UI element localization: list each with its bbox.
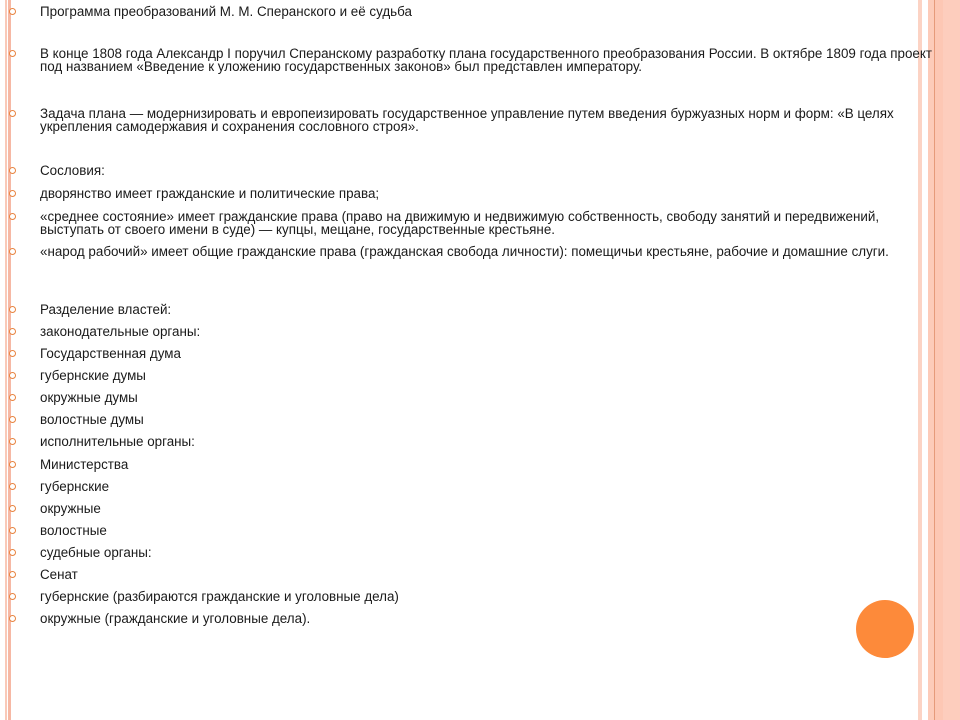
list-item — [40, 612, 938, 625]
bullet-icon — [9, 50, 16, 57]
list-item — [40, 210, 938, 236]
list-item — [40, 325, 938, 338]
bullet-icon — [9, 190, 16, 197]
list-item — [40, 480, 938, 493]
left-decorative-stripe-accent — [8, 0, 11, 720]
bullet-icon — [9, 394, 16, 401]
bullet-icon — [9, 213, 16, 220]
bullet-icon — [9, 306, 16, 313]
bullet-icon — [9, 549, 16, 556]
list-item — [40, 458, 938, 471]
list-item — [40, 245, 938, 258]
bullet-icon — [9, 416, 16, 423]
list-item-text: В конце 1808 года Александр I поручил Сперанскому разработку плана государственного преобразования России. В октябре 1809 года проект под названием «Введение к уложению государственных законов» был представлен императору. — [40, 46, 933, 74]
list-item — [40, 502, 938, 515]
list-item-text: Сенат — [40, 567, 78, 582]
bullet-icon — [9, 483, 16, 490]
bullet-icon — [9, 461, 16, 468]
list-item-text: судебные органы: — [40, 545, 152, 560]
bullet-icon — [9, 350, 16, 357]
list-item — [40, 568, 938, 581]
bullet-icon — [9, 527, 16, 534]
list-item-text: окружные думы — [40, 390, 138, 405]
list-item — [40, 347, 938, 360]
list-item-text: исполнительные органы: — [40, 434, 195, 449]
bullet-icon — [9, 8, 16, 15]
list-item — [40, 524, 938, 537]
list-item-text: волостные думы — [40, 412, 144, 427]
bullet-icon — [9, 571, 16, 578]
list-item-text: губернские (разбираются гражданские и уголовные дела) — [40, 589, 399, 604]
bullet-icon — [9, 505, 16, 512]
list-item — [40, 391, 938, 404]
list-item-text: Министерства — [40, 457, 129, 472]
list-item — [40, 546, 938, 559]
list-item — [40, 164, 938, 177]
list-item-text: «среднее состояние» имеет гражданские права (право на движимую и недвижимую собственность, свободу занятий и передвижений, выступать от своего имени в суде) — купцы, мещане, государственные крестьяне. — [40, 209, 880, 237]
list-item — [40, 5, 938, 18]
list-item-text: губернские думы — [40, 368, 146, 383]
bullet-icon — [9, 248, 16, 255]
bullet-icon — [9, 615, 16, 622]
bullet-icon — [9, 593, 16, 600]
list-item — [40, 590, 938, 603]
list-item-text: законодательные органы: — [40, 324, 201, 339]
list-item-text: губернские — [40, 479, 110, 494]
bullet-icon — [9, 438, 16, 445]
decorative-orange-circle — [856, 600, 914, 658]
list-item-text: дворянство имеет гражданские и политические права; — [40, 186, 380, 201]
left-decorative-stripe — [5, 0, 7, 720]
slide-title-item: Программа преобразований М. М. Сперанского и её судьба — [40, 4, 412, 19]
bullet-icon — [9, 328, 16, 335]
list-item — [40, 107, 938, 133]
list-item-text: Разделение властей: — [40, 302, 172, 317]
list-item-text: Сословия: — [40, 163, 105, 178]
list-item — [40, 303, 938, 316]
bullet-icon — [9, 372, 16, 379]
list-item — [40, 435, 938, 448]
list-item-text: «народ рабочий» имеет общие гражданские права (гражданская свобода личности): помещичьи крестьяне, рабочие и домашние слуги. — [40, 244, 889, 259]
list-item-text: волостные — [40, 523, 107, 538]
list-item-text: Государственная дума — [40, 346, 181, 361]
bullet-icon — [9, 110, 16, 117]
list-item — [40, 47, 938, 73]
bullet-icon — [9, 167, 16, 174]
list-item-text: Задача плана — модернизировать и европеизировать государственное управление путем введения буржуазных норм и форм: «В целях укрепления самодержавия и сохранения сословного строя». — [40, 106, 894, 134]
list-item — [40, 187, 938, 200]
right-stripe — [943, 0, 960, 720]
list-item — [40, 413, 938, 426]
list-item-text: окружные — [40, 501, 101, 516]
list-item — [40, 369, 938, 382]
list-item-text: окружные (гражданские и уголовные дела). — [40, 611, 311, 626]
